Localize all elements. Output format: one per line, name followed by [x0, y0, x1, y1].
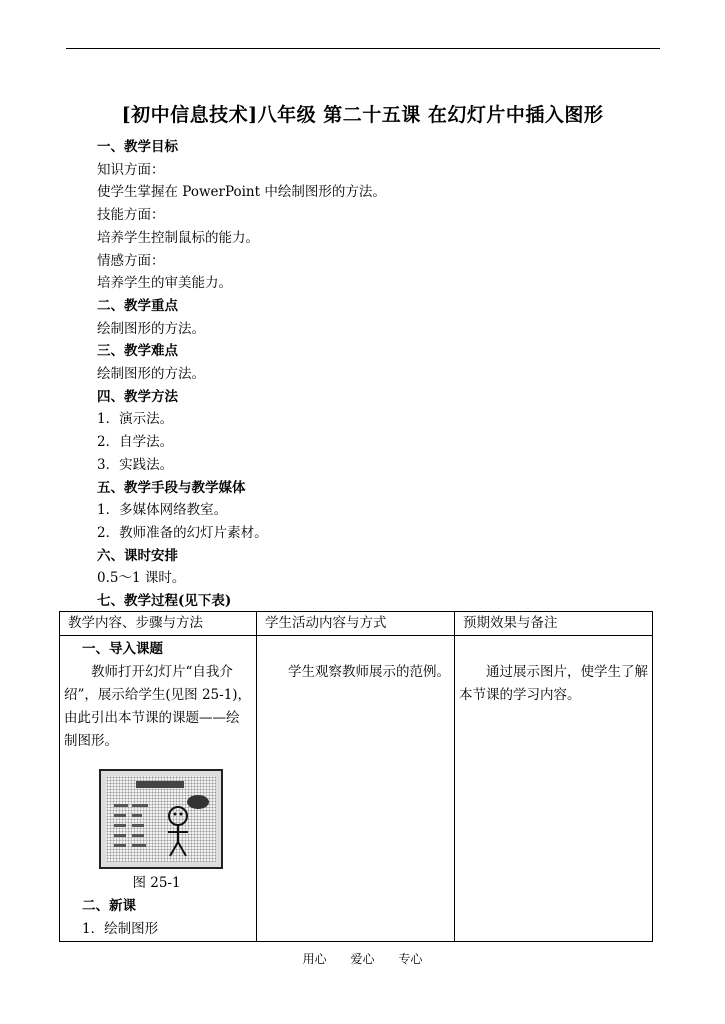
body-text-line: 使学生掌握在 PowerPoint 中绘制图形的方法。: [97, 184, 386, 201]
table-cell-student-activity: [257, 636, 455, 942]
section-heading: 一、导入课题: [82, 641, 163, 657]
section-heading: 四、教学方法: [97, 388, 178, 405]
body-text-line: 1．演示法。: [97, 411, 174, 428]
teaching-process-table: [59, 611, 653, 942]
body-text-line: 技能方面：: [97, 207, 165, 224]
body-text-line: 2．自学法。: [97, 434, 174, 451]
header-rule: [66, 48, 660, 49]
body-text-line: 绘制图形的方法。: [97, 366, 205, 382]
list-item: 1．绘制图形: [82, 921, 159, 937]
page-footer: [0, 950, 725, 967]
table-header-cell: 预期效果与备注: [455, 612, 653, 636]
intro-paragraph: 教师打开幻灯片“自我介绍”，展示给学生(见图 25-1)，由此引出本节课的课题——绘制图形。: [64, 664, 252, 749]
student-activity-text: 学生观察教师展示的范例。: [288, 664, 450, 680]
body-text-line: 3．实践法。: [97, 456, 174, 473]
body-text-line: 1．多媒体网络教室。: [97, 502, 228, 519]
table-header-cell: 教学内容、步骤与方法: [60, 612, 257, 636]
expected-effect-text: 通过展示图片，使学生了解本节课的学习内容。: [459, 664, 648, 703]
slide-thumbnail-image: [99, 769, 223, 869]
section-heading: 三、教学难点: [97, 343, 178, 360]
table-header-row: [60, 612, 653, 636]
body-text-line: 知识方面：: [97, 161, 165, 178]
table-row: [60, 636, 653, 942]
section-heading: 二、教学重点: [97, 297, 178, 314]
body-text-line: 培养学生控制鼠标的能力。: [97, 229, 259, 246]
section-heading: 六、课时安排: [97, 547, 178, 564]
table-header-cell: 学生活动内容与方式: [257, 612, 455, 636]
footer-word: 用心: [302, 952, 327, 966]
body-text-line: 2．教师准备的幻灯片素材。: [97, 524, 268, 541]
section-heading: 五、教学手段与教学媒体: [97, 479, 246, 496]
page-title: [初中信息技术]八年级 第二十五课 在幻灯片中插入图形: [121, 104, 604, 126]
figure-caption: 图 25-1: [132, 875, 181, 891]
footer-word: 专心: [398, 952, 423, 966]
footer-word: 爱心: [350, 952, 375, 966]
body-text-line: 0.5～1 课时。: [97, 570, 186, 587]
body-text-line: 情感方面：: [97, 252, 165, 269]
section-heading: 二、新课: [82, 898, 136, 914]
body-text-line: 培养学生的审美能力。: [97, 275, 232, 292]
table-cell-expected-effect: [455, 636, 653, 942]
body-text-line: 绘制图形的方法。: [97, 320, 205, 337]
section-heading: 七、教学过程(见下表): [97, 593, 232, 609]
table-cell-content-steps: [60, 636, 257, 942]
section-heading: 一、教学目标: [97, 139, 178, 155]
